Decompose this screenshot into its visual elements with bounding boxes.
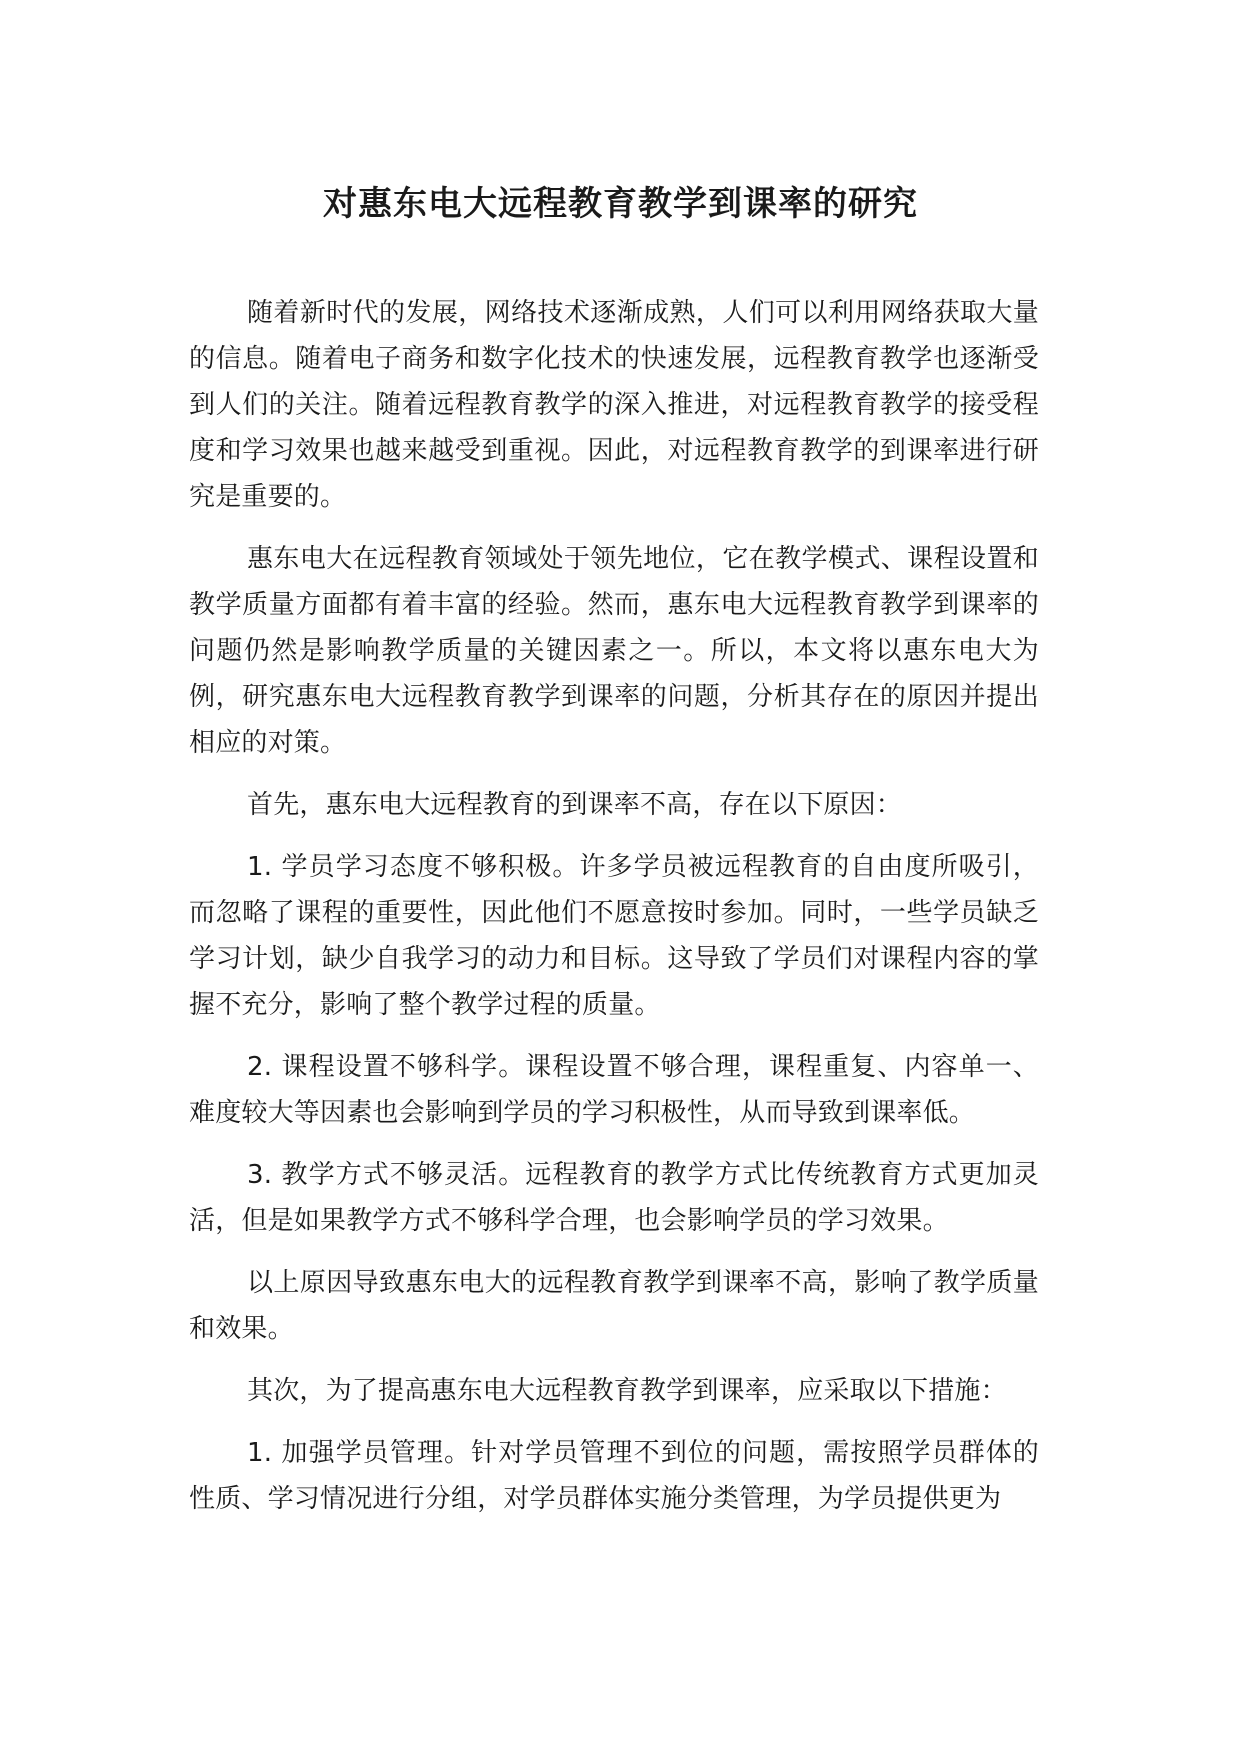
paragraph-measures-heading: 其次，为了提高惠东电大远程教育教学到课率，应采取以下措施： [247,1376,1007,1406]
paragraph-reason-3: 3. 教学方式不够灵活。远程教育的教学方式比传统教育方式更加灵活，但是如果教学方式不够科学合理，也会影响学员的学习效果。 [189,1160,1039,1236]
document-body [189,290,1039,1538]
paragraph-reasons-heading: 首先，惠东电大远程教育的到课率不高，存在以下原因： [247,790,903,820]
paragraph-background: 惠东电大在远程教育领域处于领先地位，它在教学模式、课程设置和教学质量方面都有着丰富的经验。然而，惠东电大远程教育教学到课率的问题仍然是影响教学质量的关键因素之一。所以，本文将以惠东电大为例，研究惠东电大远程教育教学到课率的问题，分析其存在的原因并提出相应的对策。 [189,544,1039,758]
paragraph-measure-1: 1. 加强学员管理。针对学员管理不到位的问题，需按照学员群体的性质、学习情况进行分组，对学员群体实施分类管理，为学员提供更为 [189,1438,1039,1514]
paragraph-reason-1: 1. 学员学习态度不够积极。许多学员被远程教育的自由度所吸引，而忽略了课程的重要性，因此他们不愿意按时参加。同时，一些学员缺乏学习计划，缺少自我学习的动力和目标。这导致了学员们对课程内容的掌握不充分，影响了整个教学过程的质量。 [189,852,1039,1020]
document-title: 对惠东电大远程教育教学到课率的研究 [323,184,918,224]
paragraph-intro: 随着新时代的发展，网络技术逐渐成熟，人们可以利用网络获取大量的信息。随着电子商务和数字化技术的快速发展，远程教育教学也逐渐受到人们的关注。随着远程教育教学的深入推进，对远程教育教学的接受程度和学习效果也越来越受到重视。因此，对远程教育教学的到课率进行研究是重要的。 [189,298,1039,512]
paragraph-reasons-summary: 以上原因导致惠东电大的远程教育教学到课率不高，影响了教学质量和效果。 [189,1268,1039,1344]
paragraph-reason-2: 2. 课程设置不够科学。课程设置不够合理，课程重复、内容单一、难度较大等因素也会影响到学员的学习积极性，从而导致到课率低。 [189,1052,1039,1128]
